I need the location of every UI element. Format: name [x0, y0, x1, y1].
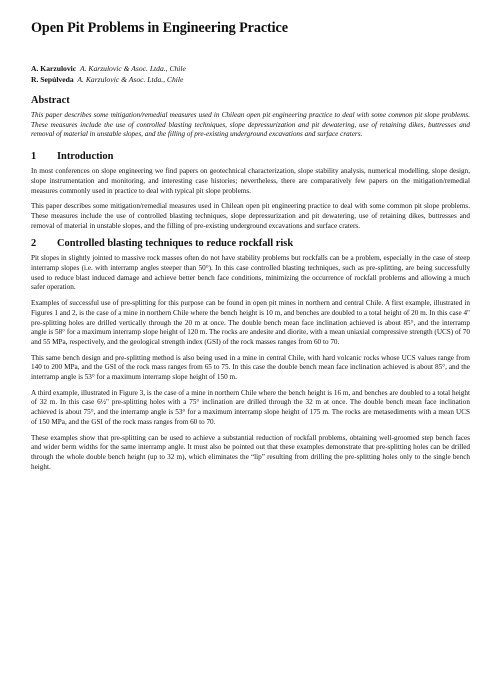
paragraph: In most conferences on slope engineering we find papers on geotechnical characterization, slope stability analysis, numerical modelling, slope design, slope instrumentation and monitoring, and interesting case histories; nevertheless, there are comparatively few papers on the mitigation/remedial measures commonly used in practice to deal with typical pit slope problems.: [31, 167, 470, 195]
section-title: Introduction: [57, 151, 114, 163]
paragraph: Examples of successful use of pre-splitting for this purpose can be found in open pit mines in northern and central Chile. A first example, illustrated in Figures 1 and 2, is the case of a mine in northern Chile where the bench height is 10 m, and benches are doubled to a total height of 20 m. In this case 4" pre-splitting holes are drilled vertically through the 20 m at once. The double bench mean face inclination achieved is about 85°, and the interramp angle is 58° for a maximum interramp slope height of 120 m. The rocks are andesite and diorite, with a mean uniaxial compressive strength (UCS) of 70 and 55 MPa, respectively, and the geological strength index (GSI) of the rock masses ranges from 60 to 70.: [31, 299, 470, 346]
paragraph: These examples show that pre-splitting can be used to achieve a substantial reduction of rockfall problems, obtaining well-groomed step bench faces and wider berm widths for the same interramp angle. It must also be pointed out that these examples demonstrate that pre-splitting holes can be drilled through the whole double bench height (up to 32 m), which eliminates the “lip” resulting from drilling the pre-splitting holes only to the single bench height.: [31, 433, 470, 471]
section-controlled-blasting: [31, 237, 470, 472]
section-number: 1: [31, 151, 37, 163]
author-list: [31, 63, 470, 85]
section-introduction: [31, 150, 470, 231]
author-affiliation: A. Karzulovic & Asoc. Ltda., Chile: [79, 64, 186, 73]
author-name: A. Karzulovic: [31, 64, 77, 73]
author-affiliation: A. Karzulovic & Asoc. Ltda., Chile: [77, 75, 184, 84]
section-number: 2: [31, 238, 37, 250]
abstract-heading: Abstract: [31, 95, 70, 106]
paragraph: A third example, illustrated in Figure 3, is the case of a mine in northern Chile where the bench height is 16 m, and benches are doubled to a total height of 32 m. In this case 6½" pre-splitting holes with a 75° inclination are drilled through the 32 m at once. The double bench mean face inclination achieved is about 75°, and the interramp angle is 53° for a maximum interramp slope height of 175 m. The rocks are metasediments with a mean UCS of 150 MPa, and the GSI of the rock mass ranges from 60 to 70.: [31, 388, 470, 426]
paragraph: Pit slopes in slightly jointed to massive rock masses often do not have stability problems but rockfalls can be a problem, especially in the case of steep interramp slopes (i.e. with interramp angles steeper than 50°). In this case controlled blasting techniques, such as pre-splitting, are being successfully used to reduce blast induced damage and achieve better bench face conditions, minimizing the occurrence of rockfall problems and allowing a much safer operation.: [31, 254, 470, 292]
author-1: [31, 63, 470, 74]
abstract-text: This paper describes some mitigation/remedial measures used in Chilean open pit engineering practice to deal with some common pit slope problems. These measures include the use of controlled blasting techniques, slope depressurization and pit dewatering, use of retaining dikes, buttresses and removal of material in unstable slopes, and the filling of pre-existing underground excavations and surface craters.: [31, 111, 470, 139]
author-name: R. Sepúlveda: [31, 75, 74, 84]
paragraph: This paper describes some mitigation/remedial measures used in Chilean open pit engineering practice to deal with some common pit slope problems. These measures include the use of controlled blasting techniques, slope depressurization and pit dewatering, use of retaining dikes, buttresses and removal of material in unstable slopes, and the filling of pre-existing underground excavations and surface craters.: [31, 202, 470, 230]
section-title: Controlled blasting techniques to reduce rockfall risk: [57, 238, 294, 250]
section-heading: [31, 150, 470, 163]
author-2: [31, 74, 470, 85]
paragraph: This same bench design and pre-splitting method is also being used in a mine in central Chile, with hard volcanic rocks whose UCS values range from 140 to 200 MPa, and the GSI of the rock mass ranges from 65 to 75. In this case the double bench mean face inclination achieved is about 85°, and the interramp angle is 53° for a maximum interramp slope height of 150 m.: [31, 353, 470, 382]
section-heading: [31, 237, 470, 250]
paper-title: Open Pit Problems in Engineering Practice: [31, 20, 288, 36]
